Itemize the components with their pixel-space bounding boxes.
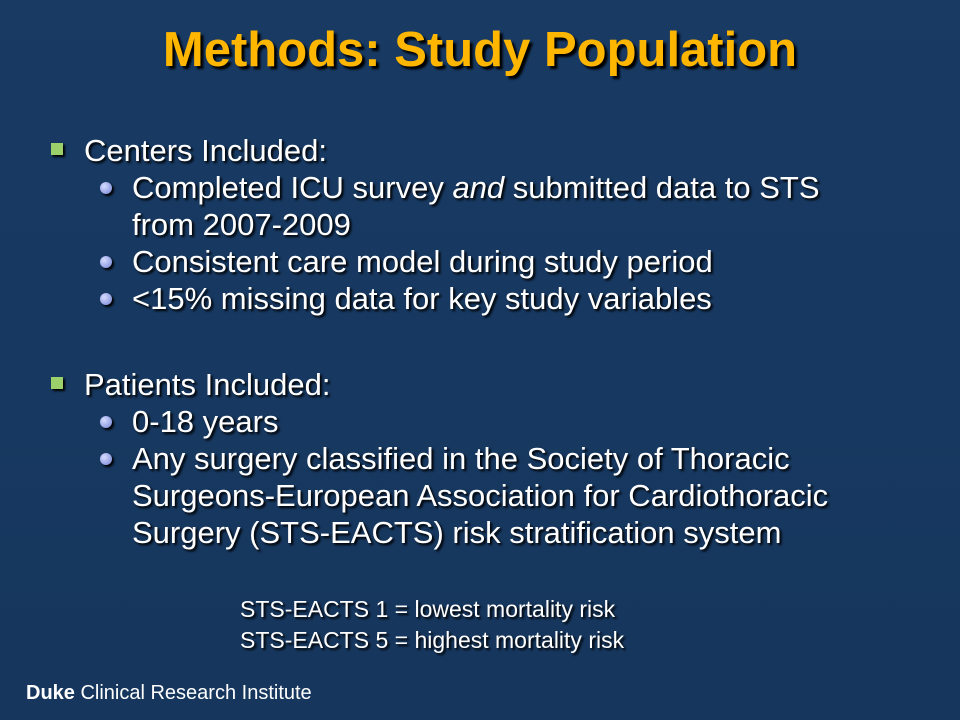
sub-bullet-text-continued: Surgery (STS-EACTS) risk stratification system <box>132 515 782 550</box>
round-bullet-icon <box>100 453 112 465</box>
square-bullet-icon <box>51 377 63 389</box>
bullet-centers-included <box>48 132 928 169</box>
round-bullet-icon <box>100 293 112 305</box>
sub-bullet-icu-survey <box>48 169 928 243</box>
section-patients <box>48 366 928 551</box>
sub-bullet-age-range <box>48 403 928 440</box>
sub-bullet-text: submitted data to STS <box>504 170 820 205</box>
sub-bullet-missing-data <box>48 280 928 317</box>
sub-bullet-emphasis: and <box>452 170 505 205</box>
round-bullet-icon <box>100 256 112 268</box>
bullet-patients-included <box>48 366 928 403</box>
sub-bullet-care-model <box>48 243 928 280</box>
bullet-heading: Centers Included: <box>84 133 327 168</box>
note-line-lowest: STS-EACTS 1 = lowest mortality risk <box>240 596 616 622</box>
round-bullet-icon <box>100 416 112 428</box>
bullet-heading: Patients Included: <box>84 367 331 402</box>
footer-institute: Clinical Research Institute <box>74 682 312 704</box>
risk-scale-note <box>240 594 624 656</box>
sub-bullet-text-continued: from 2007-2009 <box>132 207 351 242</box>
section-centers <box>48 132 928 317</box>
sub-bullet-surgery-classification <box>48 440 928 551</box>
sub-bullet-text: Consistent care model during study period <box>132 244 713 279</box>
square-bullet-icon <box>51 143 63 155</box>
sub-bullet-text: Completed ICU survey <box>132 170 453 205</box>
sub-bullet-text: <15% missing data for key study variables <box>132 281 712 316</box>
footer-brand: Duke <box>26 682 75 704</box>
footer-logo <box>26 682 312 705</box>
round-bullet-icon <box>100 182 112 194</box>
sub-bullet-text: 0-18 years <box>132 404 279 439</box>
note-line-highest: STS-EACTS 5 = highest mortality risk <box>240 627 625 653</box>
sub-bullet-text-continued: Surgeons-European Association for Cardiothoracic <box>132 478 829 513</box>
slide-title: Methods: Study Population <box>162 23 798 77</box>
sub-bullet-text: Any surgery classified in the Society of Thoracic <box>132 441 790 476</box>
